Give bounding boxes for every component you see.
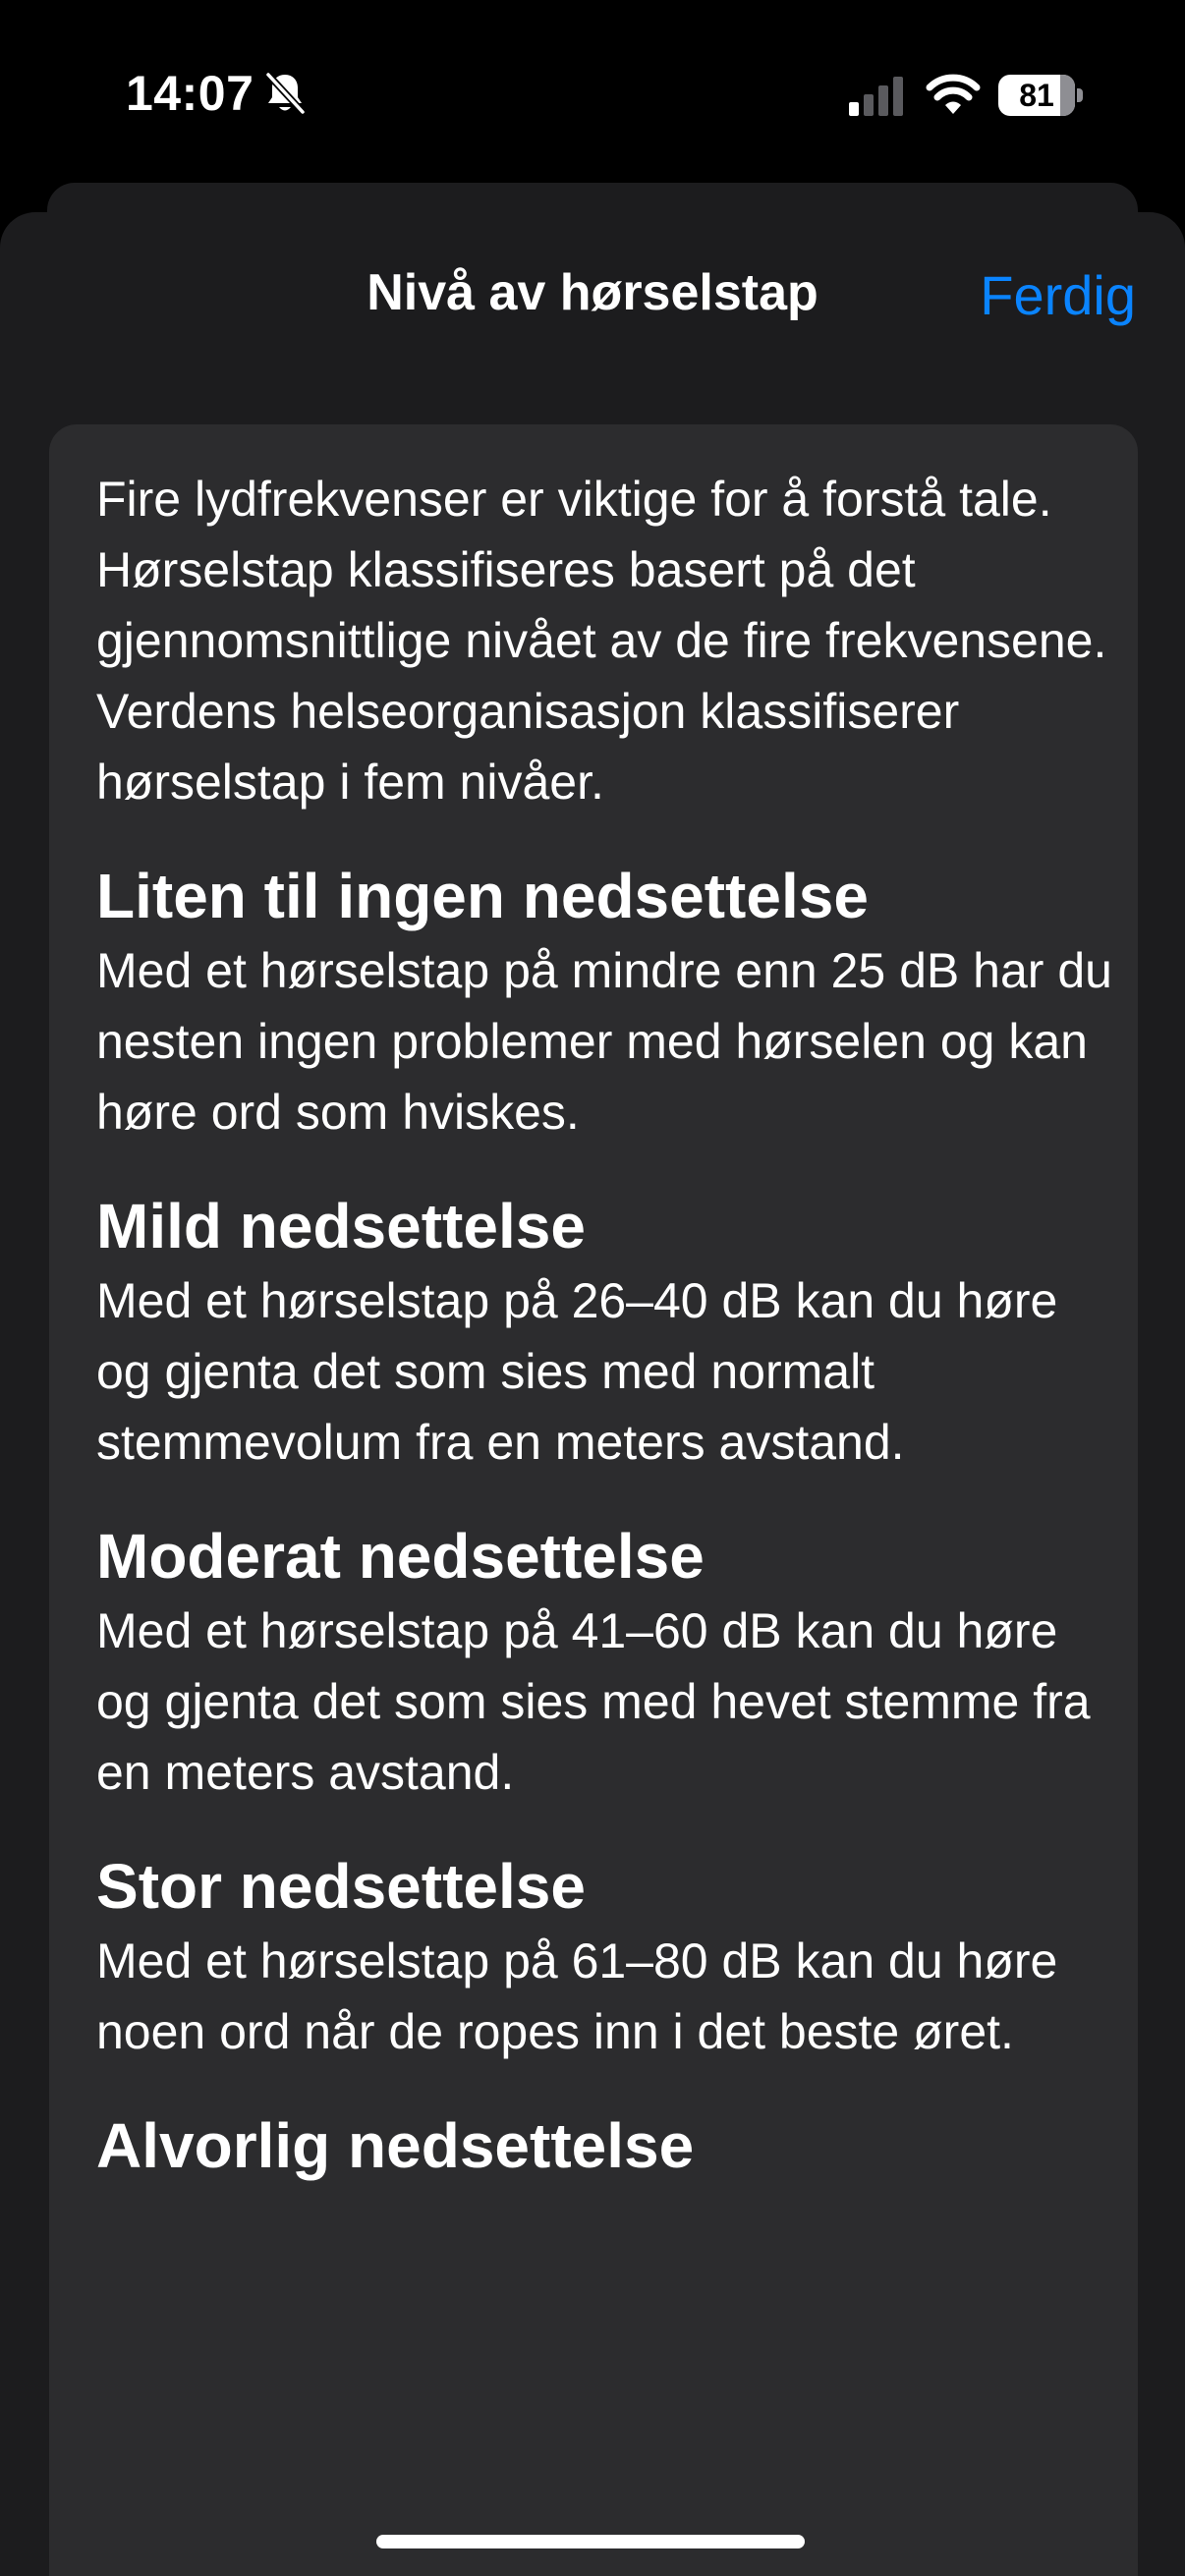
content-scroll[interactable] <box>96 464 1118 2224</box>
section-severe <box>96 1847 1118 2067</box>
section-heading: Alvorlig nedsettelse <box>96 2110 695 2181</box>
section-mild <box>96 1187 1118 1478</box>
section-little-to-none <box>96 857 1118 1148</box>
cellular-signal-icon <box>847 77 906 116</box>
status-bar <box>0 0 1185 187</box>
page-title: Nivå av hørselstap <box>367 264 818 321</box>
home-indicator[interactable] <box>376 2535 805 2548</box>
section-moderate <box>96 1517 1118 1808</box>
content-card <box>49 424 1138 2576</box>
section-body: Med et hørselstap på 26–40 dB kan du høre og gjenta det som sies med normalt stemmevolum fra en meters avstand. <box>96 1273 1058 1470</box>
section-profound <box>96 2106 1118 2185</box>
section-body: Med et hørselstap på 61–80 dB kan du høre noen ord når de ropes inn i det beste øret. <box>96 1933 1058 2059</box>
battery-icon <box>998 75 1083 116</box>
battery-level: 81 <box>1019 78 1054 113</box>
section-heading: Moderat nedsettelse <box>96 1521 705 1592</box>
status-time: 14:07 <box>126 66 254 121</box>
section-body: Med et hørselstap på mindre enn 25 dB har du nesten ingen problemer med hørselen og kan høre ord som hviskes. <box>96 943 1112 1140</box>
section-heading: Mild nedsettelse <box>96 1191 586 1261</box>
done-button[interactable]: Ferdig <box>980 264 1136 326</box>
intro-text: Fire lydfrekvenser er viktige for å forstå tale. Hørselstap klassifiseres basert på det gjennomsnittlige nivået av de fire frekvensene. Verdens helseorganisasjon klassifiserer hørselstap i fem nivåer. <box>96 472 1107 810</box>
battery-cap <box>1077 88 1083 102</box>
section-body: Med et hørselstap på 41–60 dB kan du høre og gjenta det som sies med hevet stemme fra en meters avstand. <box>96 1603 1091 1800</box>
bell-slash-icon <box>263 71 307 116</box>
section-heading: Stor nedsettelse <box>96 1851 586 1922</box>
wifi-icon <box>926 71 981 116</box>
section-heading: Liten til ingen nedsettelse <box>96 861 869 931</box>
battery-body <box>998 75 1075 116</box>
modal-sheet <box>0 212 1185 2576</box>
